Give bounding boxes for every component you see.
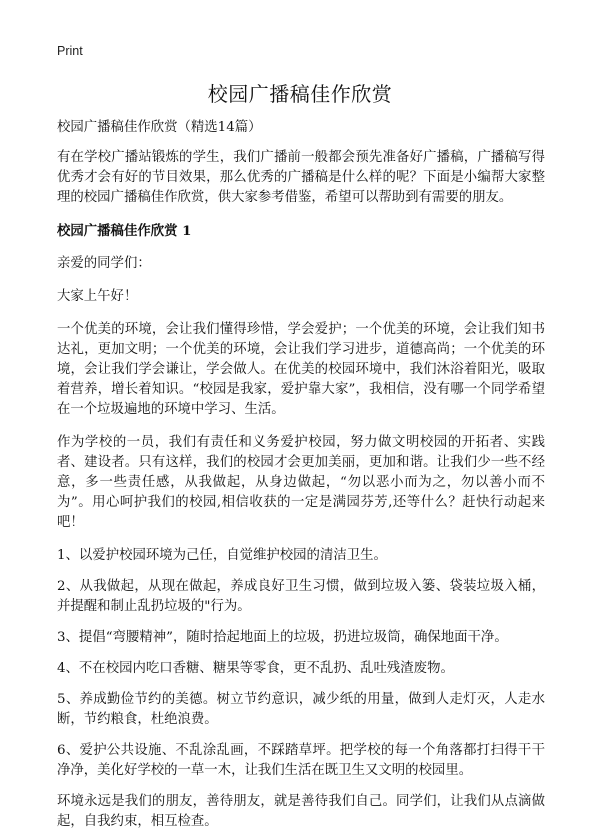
body-paragraph: 环境永远是我们的朋友，善待朋友，就是善待我们自己。同学们，让我们从点滴做起，自我约束，相互检查。 — [57, 794, 545, 829]
list-item: 1、以爱护校园环境为己任，自觉维护校园的清洁卫生。 — [57, 548, 387, 563]
body-paragraph: 一个优美的环境，会让我们懂得珍惜，学会爱护；一个优美的环境，会让我们知书达礼，更加文明；一个优美的环境，会让我们学习进步，道德高尚；一个优美的环境，会让我们学会谦让，学会做人。在优美的校园环境中，我们沐浴着阳光，吸取着营养，增长着知识。“校园是我家，爱护靠大家”，我相信，没有哪一个同学希望在一个垃圾遍地的环境中学习、生活。 — [57, 322, 545, 417]
salutation: 大家上午好！ — [57, 289, 138, 304]
document-subtitle: 校园广播稿佳作欣赏（精选14篇） — [57, 120, 262, 135]
list-item: 2、从我做起，从现在做起，养成良好卫生习惯，做到垃圾入篓、袋装垃圾入桶，并提醒和制止乱扔垃圾的"行为。 — [57, 579, 545, 614]
list-item: 5、养成勤俭节约的美德。树立节约意识，减少纸的用量，做到人走灯灭，人走水断，节约粮食，杜绝浪费。 — [57, 692, 545, 727]
document-body — [57, 118, 545, 832]
body-paragraph: 作为学校的一员，我们有责任和义务爱护校园，努力做文明校园的开拓者、实践者、建设者。只有这样，我们的校园才会更加美丽，更加和谐。让我们少一些不经意，多一些责任感，从我做起，从身边做起，“勿以恶小而为之，勿以善小而不为”。用心呵护我们的校园,相信收获的一定是满园芬芳,还等什么？赶快行动起来吧！ — [57, 435, 545, 530]
list-item: 4、不在校园内吃口香糖、糖果等零食，更不乱扔、乱吐残渣废物。 — [57, 661, 454, 676]
intro-paragraph: 有在学校广播站锻炼的学生，我们广播前一般都会预先准备好广播稿，广播稿写得优秀才会有好的节目效果，那么优秀的广播稿是什么样的呢？下面是小编帮大家整理的校园广播稿佳作欣赏，供大家参考借鉴，希望可以帮助到有需要的朋友。 — [57, 150, 545, 205]
list-item: 6、爱护公共设施、不乱涂乱画，不踩踏草坪。把学校的每一个角落都打扫得干干净净，美化好学校的一草一木，让我们生活在既卫生又文明的校园里。 — [57, 743, 545, 778]
section-heading: 校园广播稿佳作欣赏 1 — [57, 223, 192, 239]
document-title: 校园广播稿佳作欣赏 — [207, 82, 393, 106]
list-item: 3、提倡“弯腰精神”，随时拾起地面上的垃圾，扔进垃圾筒，确保地面干净。 — [57, 630, 508, 645]
greeting: 亲爱的同学们： — [57, 256, 151, 271]
print-link[interactable]: Print — [57, 44, 83, 58]
